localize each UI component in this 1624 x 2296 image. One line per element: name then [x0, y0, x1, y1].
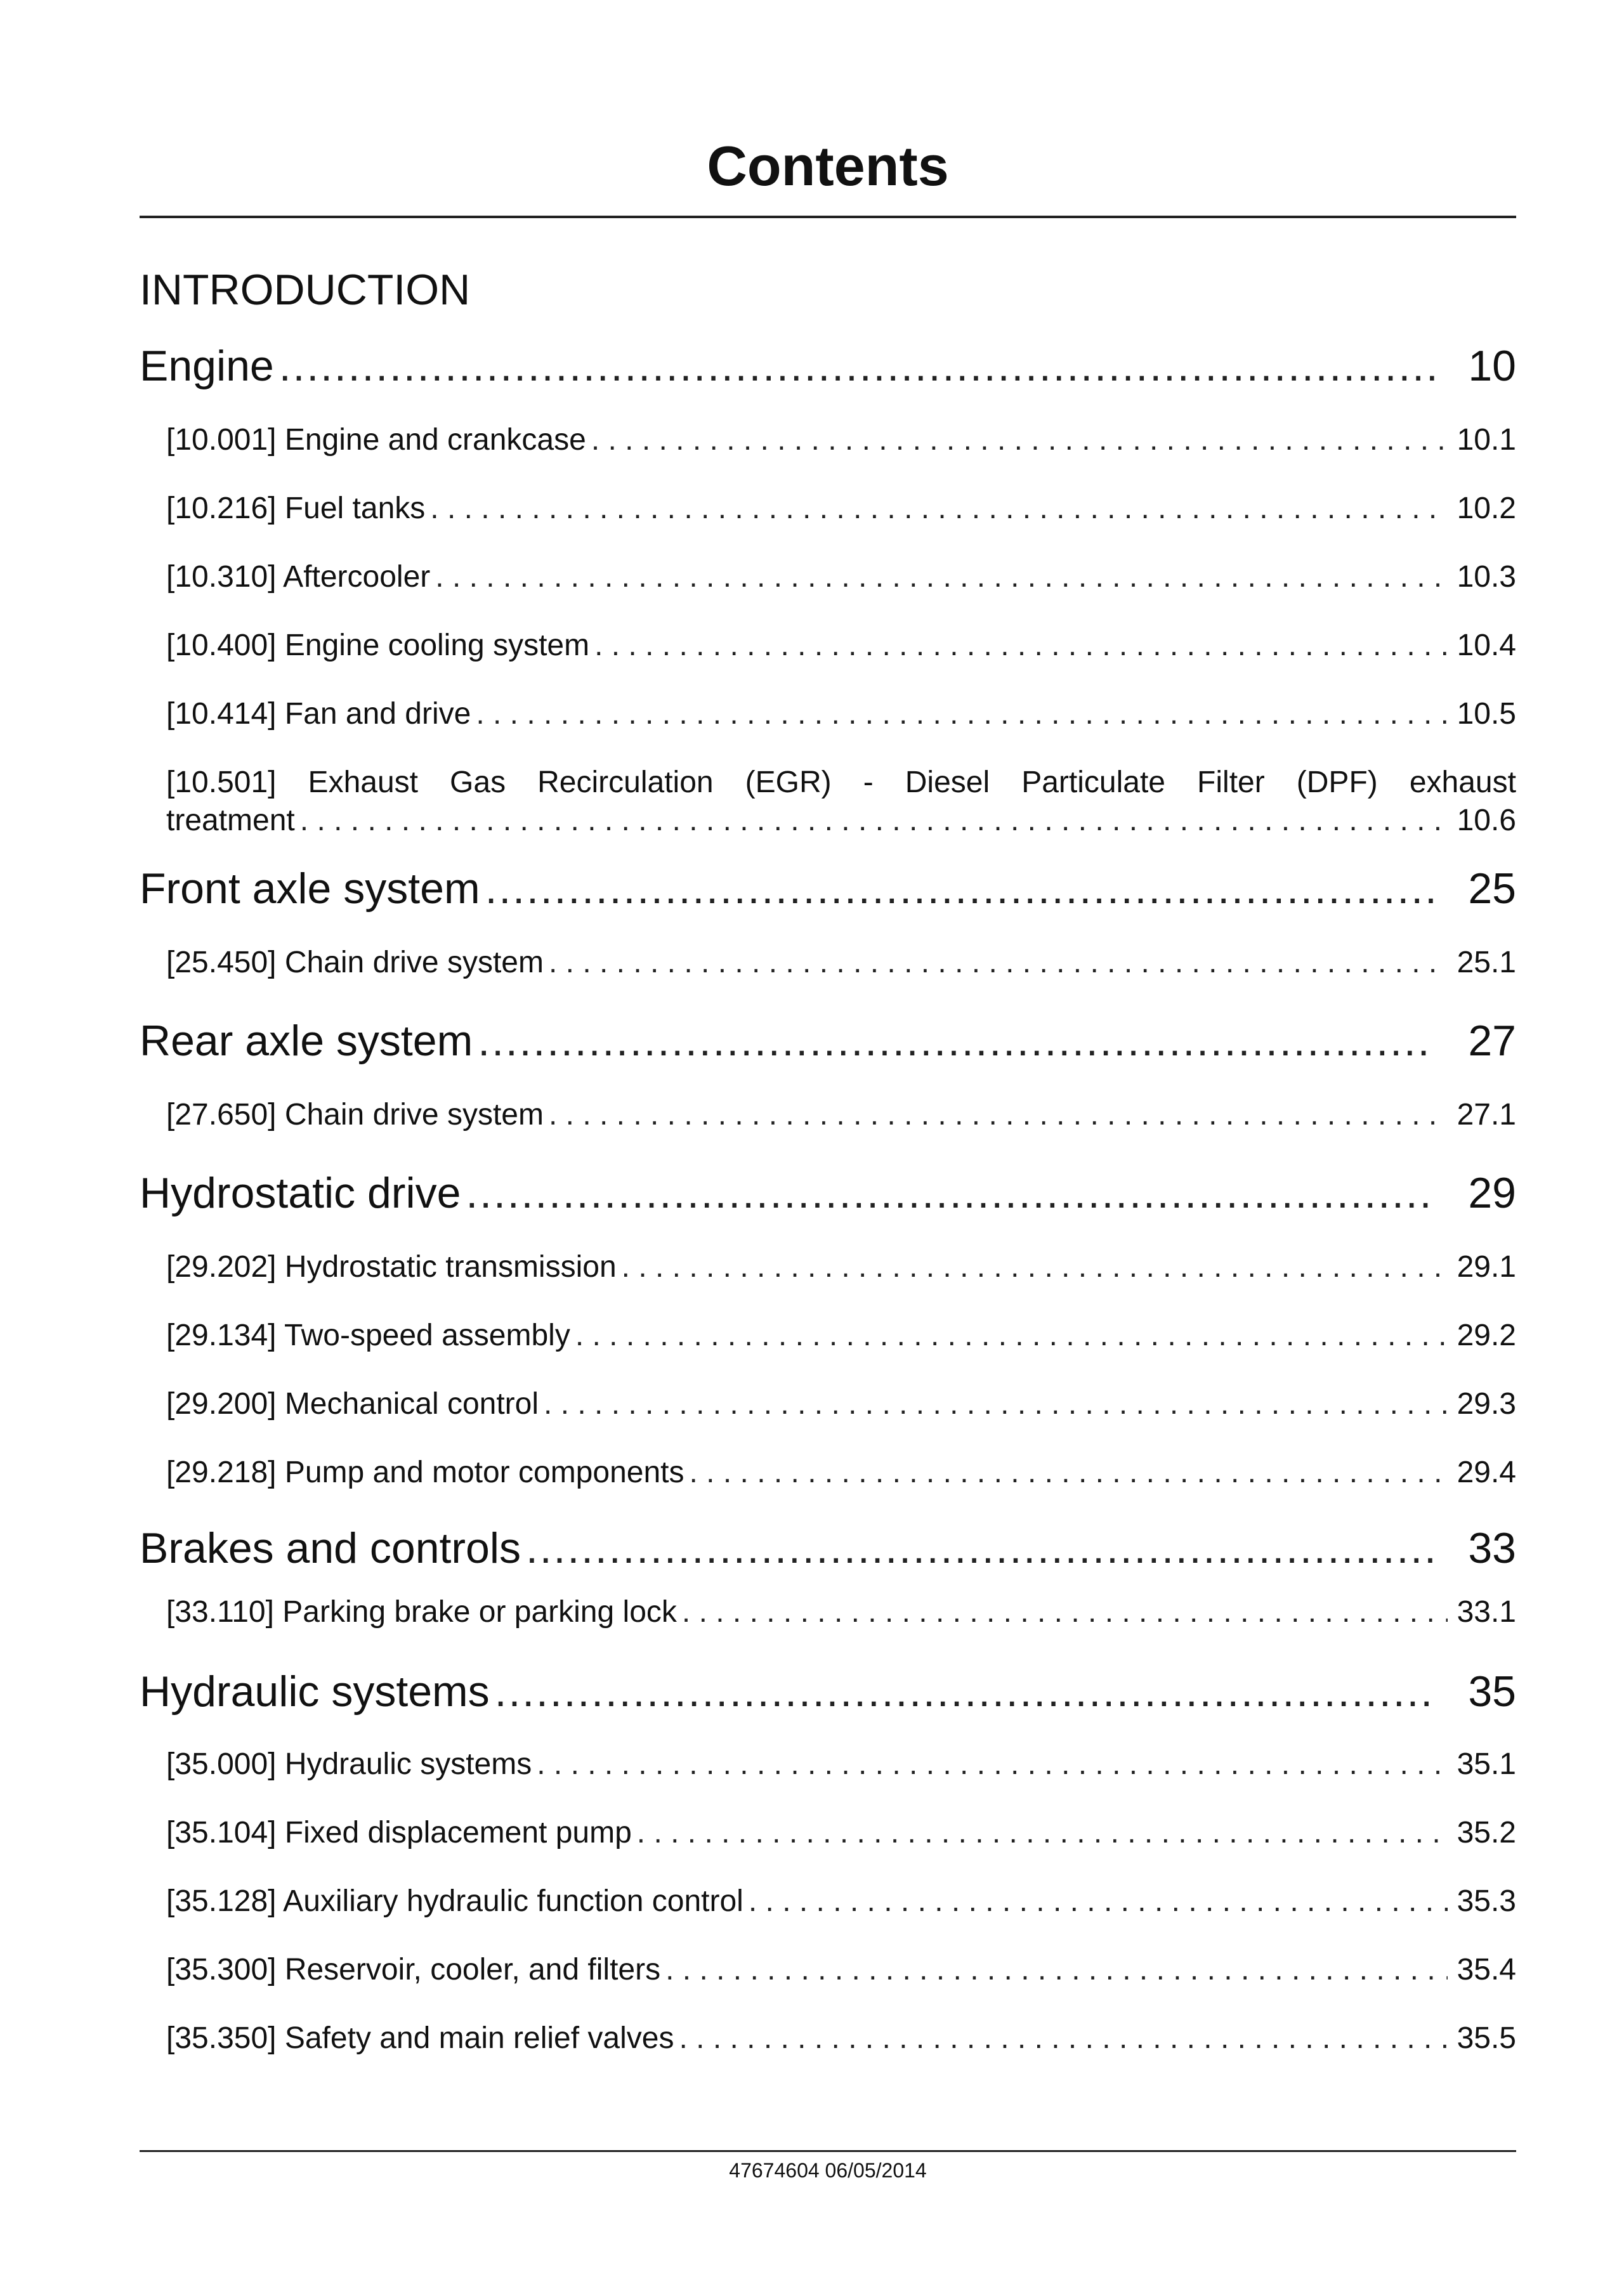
entry-label: [25.450] Chain drive system	[166, 946, 544, 979]
dot-leader	[300, 800, 1448, 841]
entry-page-number: 10.3	[1457, 560, 1516, 594]
toc-section-rear-axle[interactable]	[140, 1012, 1516, 1069]
entry-page-number: 35.4	[1457, 1953, 1516, 1986]
entry-label: [10.310] Aftercooler	[166, 560, 431, 594]
dot-leader	[526, 1520, 1435, 1577]
entry-word: [10.501]	[166, 766, 277, 799]
dot-leader	[679, 2018, 1448, 2059]
entry-label: [10.001] Engine and crankcase	[166, 423, 586, 457]
toc-section-hydrostatic-drive[interactable]	[140, 1164, 1516, 1222]
dot-leader	[749, 1881, 1448, 1922]
section-page-number: 35	[1468, 1667, 1516, 1716]
entry-page-number: 35.1	[1457, 1747, 1516, 1781]
toc-entry[interactable]	[166, 800, 1516, 841]
entry-page-number: 35.5	[1457, 2021, 1516, 2055]
dot-leader	[544, 1384, 1448, 1425]
entry-page-number: 10.6	[1457, 804, 1516, 837]
section-page-number: 27	[1468, 1017, 1516, 1065]
toc-entry[interactable]	[166, 943, 1516, 983]
toc-entry[interactable]	[166, 1881, 1516, 1922]
entry-page-number: 29.1	[1457, 1250, 1516, 1284]
toc-entry[interactable]	[166, 2018, 1516, 2059]
entry-word: Filter	[1197, 766, 1265, 799]
entry-page-number: 29.2	[1457, 1319, 1516, 1352]
dot-leader	[622, 1247, 1448, 1288]
entry-label: [33.110] Parking brake or parking lock	[166, 1595, 677, 1629]
section-title: Rear axle system	[140, 1017, 473, 1065]
entry-page-number: 27.1	[1457, 1098, 1516, 1132]
toc-entry[interactable]	[166, 1950, 1516, 1990]
entry-word: -	[863, 766, 874, 799]
entry-page-number: 35.2	[1457, 1816, 1516, 1849]
entry-label: [10.216] Fuel tanks	[166, 492, 426, 525]
section-page-number: 33	[1468, 1524, 1516, 1572]
intro-heading: INTRODUCTION	[140, 266, 471, 314]
dot-leader	[575, 1315, 1448, 1356]
entry-label: [29.202] Hydrostatic transmission	[166, 1250, 617, 1284]
entry-page-number: 10.1	[1457, 423, 1516, 457]
dot-leader	[478, 1012, 1435, 1069]
toc-entry[interactable]	[166, 694, 1516, 734]
entry-word: (EGR)	[745, 766, 832, 799]
entry-label: [35.350] Safety and main relief valves	[166, 2021, 674, 2055]
entry-label: [10.414] Fan and drive	[166, 697, 471, 731]
footer-divider	[140, 2150, 1516, 2152]
entry-word: Diesel	[905, 766, 990, 799]
toc-entry[interactable]	[166, 1744, 1516, 1785]
toc-section-engine[interactable]	[140, 337, 1516, 395]
dot-leader	[549, 943, 1448, 983]
toc-section-hydraulic-systems[interactable]	[140, 1663, 1516, 1720]
toc-entry[interactable]	[166, 488, 1516, 529]
toc-entry[interactable]	[166, 557, 1516, 597]
toc-entry[interactable]	[166, 1315, 1516, 1356]
toc-entry[interactable]	[166, 1452, 1516, 1493]
entry-label: [35.128] Auxiliary hydraulic function control	[166, 1884, 743, 1918]
entry-page-number: 25.1	[1457, 946, 1516, 979]
section-title: Front axle system	[140, 864, 480, 913]
section-page-number: 29	[1468, 1169, 1516, 1217]
toc-entry[interactable]	[166, 1384, 1516, 1425]
toc-entry-wrapped-line[interactable]	[166, 762, 1516, 803]
section-page-number: 25	[1468, 864, 1516, 913]
entry-word: exhaust	[1409, 766, 1516, 799]
title-divider	[140, 216, 1516, 218]
entry-label: [10.400] Engine cooling system	[166, 629, 590, 662]
dot-leader	[495, 1663, 1435, 1720]
dot-leader	[279, 337, 1435, 395]
entry-label: [35.000] Hydraulic systems	[166, 1747, 532, 1781]
entry-label: [35.300] Reservoir, cooler, and filters	[166, 1953, 661, 1986]
toc-entry[interactable]	[166, 1813, 1516, 1853]
toc-entry[interactable]	[166, 625, 1516, 666]
section-title: Hydraulic systems	[140, 1667, 490, 1716]
entry-page-number: 33.1	[1457, 1595, 1516, 1629]
entry-word: Exhaust	[308, 766, 418, 799]
dot-leader	[690, 1452, 1448, 1493]
entry-page-number: 10.5	[1457, 697, 1516, 731]
entry-word: Particulate	[1021, 766, 1165, 799]
entry-page-number: 29.3	[1457, 1387, 1516, 1421]
entry-label: [29.200] Mechanical control	[166, 1387, 539, 1421]
toc-section-brakes-controls[interactable]	[140, 1520, 1516, 1577]
toc-entry[interactable]	[166, 420, 1516, 460]
entry-page-number: 10.2	[1457, 492, 1516, 525]
entry-word: Recirculation	[537, 766, 714, 799]
dot-leader	[594, 625, 1448, 666]
dot-leader	[637, 1813, 1448, 1853]
entry-label: [27.650] Chain drive system	[166, 1098, 544, 1132]
toc-section-front-axle[interactable]	[140, 860, 1516, 917]
entry-page-number: 35.3	[1457, 1884, 1516, 1918]
section-page-number: 10	[1468, 342, 1516, 390]
page-title: Contents	[707, 134, 949, 197]
dot-leader	[682, 1592, 1448, 1633]
dot-leader	[476, 694, 1448, 734]
document-footer: 47674604 06/05/2014	[729, 2159, 927, 2182]
entry-page-number: 10.4	[1457, 629, 1516, 662]
entry-label: [29.134] Two-speed assembly	[166, 1319, 570, 1352]
dot-leader	[466, 1164, 1435, 1222]
section-title: Engine	[140, 342, 274, 390]
entry-word: Gas	[450, 766, 506, 799]
toc-entry[interactable]	[166, 1095, 1516, 1135]
entry-label: treatment	[166, 804, 295, 837]
entry-word: (DPF)	[1296, 766, 1378, 799]
section-title: Hydrostatic drive	[140, 1169, 461, 1217]
entry-page-number: 29.4	[1457, 1456, 1516, 1489]
dot-leader	[435, 557, 1448, 597]
dot-leader	[537, 1744, 1448, 1785]
toc-entry[interactable]	[166, 1592, 1516, 1633]
toc-entry[interactable]	[166, 1247, 1516, 1288]
dot-leader	[549, 1095, 1448, 1135]
dot-leader	[591, 420, 1448, 460]
section-title: Brakes and controls	[140, 1524, 521, 1572]
entry-label: [35.104] Fixed displacement pump	[166, 1816, 632, 1849]
dot-leader	[665, 1950, 1448, 1990]
dot-leader	[430, 488, 1448, 529]
entry-label: [29.218] Pump and motor components	[166, 1456, 684, 1489]
dot-leader	[485, 860, 1435, 917]
